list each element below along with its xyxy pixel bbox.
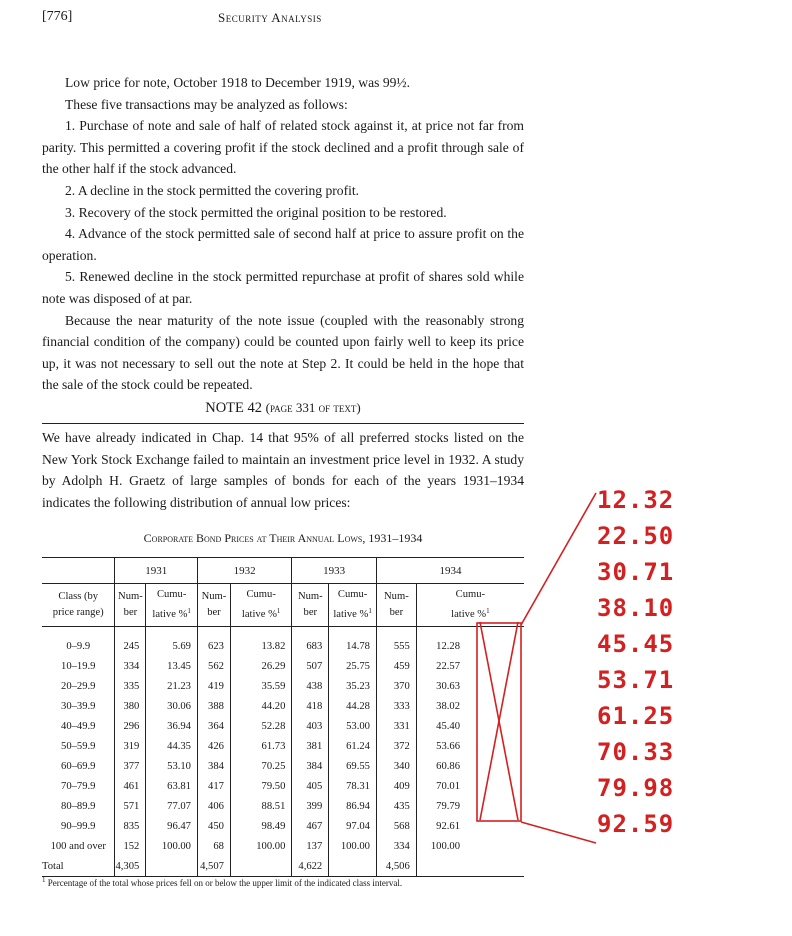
cumulative-cell: 44.28 <box>329 696 377 716</box>
number-cell: 450 <box>197 816 230 836</box>
cumulative-cell: 96.47 <box>146 816 198 836</box>
cumulative-cell: 100.00 <box>230 836 291 856</box>
number-cell: 406 <box>197 796 230 816</box>
number-cell: 399 <box>292 796 329 816</box>
number-header: Num- ber <box>197 584 230 627</box>
year-header: 1931 <box>115 558 198 584</box>
number-cell: 562 <box>197 656 230 676</box>
number-cell: 459 <box>376 656 416 676</box>
number-cell: 380 <box>115 696 146 716</box>
class-cell: 0–9.9 <box>66 640 91 652</box>
cumulative-cell: 70.01 <box>416 776 524 796</box>
number-cell: 334 <box>376 836 416 856</box>
number-cell: 372 <box>376 736 416 756</box>
cumulative-cell: 100.00 <box>329 836 377 856</box>
number-cell: 568 <box>376 816 416 836</box>
correction-value: 12.32 <box>597 486 675 514</box>
number-cell: 417 <box>197 776 230 796</box>
number-cell: 335 <box>115 676 146 696</box>
number-cell: 333 <box>376 696 416 716</box>
cumulative-cell: 100.00 <box>416 836 524 856</box>
number-cell: 461 <box>115 776 146 796</box>
paragraph: 1. Purchase of note and sale of half of related stock against it, at price not far from parity. This permitted a covering profit if the stock declined and a profit through sale of the other half if the stock advanced. <box>42 118 524 177</box>
cumulative-cell: 30.06 <box>146 696 198 716</box>
correction-value: 79.98 <box>597 774 675 802</box>
cumulative-cell: 61.24 <box>329 736 377 756</box>
footnote: $^1$ Percentage of the total whose prices fell on or below the upper limit of the indicated class interval. <box>42 876 403 888</box>
class-cell: 30–39.9 <box>61 700 96 712</box>
correction-value: 92.59 <box>597 810 675 838</box>
cumulative-cell: 38.02 <box>416 696 524 716</box>
cumulative-cell: 44.20 <box>230 696 291 716</box>
number-cell: 384 <box>197 756 230 776</box>
note-heading-paren: (page 331 of text) <box>265 400 361 415</box>
paragraph: 4. Advance of the stock permitted sale of second half at price to assure profit on the operation. <box>42 226 524 263</box>
cumulative-cell: 14.78 <box>329 636 377 656</box>
footnote-text: Percentage of the total whose prices fell on or below the upper limit of the indicated class interval. <box>47 878 403 888</box>
cumulative-cell: 30.63 <box>416 676 524 696</box>
bracket-line-bottom <box>521 822 596 843</box>
cumulative-cell: 21.23 <box>146 676 198 696</box>
cumulative-cell: 78.31 <box>329 776 377 796</box>
paragraph: Because the near maturity of the note issue (coupled with the reasonably strong financial condition of the company) could be counted upon fairly well to keep its price up, it was not necessary to sell out the note at Step 2. It could be held in the hope that the sale of the stock could be repeated. <box>42 312 524 393</box>
number-header: Num- ber <box>115 584 146 627</box>
cumulative-cell: 98.49 <box>230 816 291 836</box>
paragraph: 3. Recovery of the stock permitted the original position to be restored. <box>65 204 447 220</box>
cumulative-cell: 25.75 <box>329 656 377 676</box>
number-cell: 340 <box>376 756 416 776</box>
class-header: Class (by price range) <box>42 584 115 627</box>
cumulative-cell: 61.73 <box>230 736 291 756</box>
correction-value: 38.10 <box>597 594 675 622</box>
cumulative-cell: 44.35 <box>146 736 198 756</box>
number-cell: 555 <box>376 636 416 656</box>
number-cell: 331 <box>376 716 416 736</box>
number-cell: 623 <box>197 636 230 656</box>
class-cell: 90–99.9 <box>61 820 96 832</box>
total-label: Total <box>42 856 115 877</box>
running-title: Security Analysis <box>218 10 322 25</box>
number-cell: 384 <box>292 756 329 776</box>
total-cell: 4,507 <box>197 856 230 877</box>
cumulative-cell: 35.23 <box>329 676 377 696</box>
cumulative-cell: 13.45 <box>146 656 198 676</box>
cumulative-cell: 22.57 <box>416 656 524 676</box>
total-cell: 4,622 <box>292 856 329 877</box>
cumulative-cell: 45.40 <box>416 716 524 736</box>
number-cell: 409 <box>376 776 416 796</box>
cumulative-cell: 36.94 <box>146 716 198 736</box>
number-cell: 571 <box>115 796 146 816</box>
class-cell: 80–89.9 <box>61 800 96 812</box>
cumulative-cell: 79.50 <box>230 776 291 796</box>
number-header: Num- ber <box>376 584 416 627</box>
bracket-line-top <box>521 493 596 625</box>
correction-value: 22.50 <box>597 522 675 550</box>
correction-value: 45.45 <box>597 630 675 658</box>
paragraph: 5. Renewed decline in the stock permitted repurchase at profit of shares sold while note was disposed of at par. <box>42 269 524 306</box>
correction-value: 61.25 <box>597 702 675 730</box>
cumulative-cell: 53.00 <box>329 716 377 736</box>
cumulative-cell: 5.69 <box>146 636 198 656</box>
number-cell: 507 <box>292 656 329 676</box>
page-number: [776] <box>42 9 73 24</box>
total-cell: 4,305 <box>115 856 146 877</box>
cumulative-cell: 60.86 <box>416 756 524 776</box>
cumulative-header: Cumu- lative %$^1$ <box>416 584 524 627</box>
correction-value: 30.71 <box>597 558 675 586</box>
note-heading-main: NOTE 42 <box>205 400 263 416</box>
number-cell: 419 <box>197 676 230 696</box>
cumulative-cell: 70.25 <box>230 756 291 776</box>
class-cell: 40–49.9 <box>61 720 96 732</box>
cumulative-cell: 79.79 <box>416 796 524 816</box>
cumulative-cell: 53.66 <box>416 736 524 756</box>
number-cell: 377 <box>115 756 146 776</box>
year-header: 1934 <box>376 558 524 584</box>
year-header: 1933 <box>292 558 377 584</box>
cumulative-cell: 13.82 <box>230 636 291 656</box>
cumulative-header: Cumu- lative %$^1$ <box>146 584 198 627</box>
number-cell: 467 <box>292 816 329 836</box>
paragraph: Low price for note, October 1918 to December 1919, was 99½. <box>65 75 411 90</box>
number-cell: 245 <box>115 636 146 656</box>
number-cell: 381 <box>292 736 329 756</box>
number-cell: 418 <box>292 696 329 716</box>
class-cell: 10–19.9 <box>61 660 96 672</box>
paragraph: These five transactions may be analyzed as follows: <box>65 96 348 112</box>
class-cell: 70–79.9 <box>61 780 96 792</box>
table-title: Corporate Bond Prices at Their Annual Lows, 1931–1934 <box>143 531 423 545</box>
total-cell: 4,506 <box>376 856 416 877</box>
cumulative-cell: 100.00 <box>146 836 198 856</box>
cumulative-cell: 77.07 <box>146 796 198 816</box>
cumulative-header: Cumu- lative %$^1$ <box>230 584 291 627</box>
correction-value: 70.33 <box>597 738 675 766</box>
cumulative-cell: 26.29 <box>230 656 291 676</box>
number-cell: 426 <box>197 736 230 756</box>
number-cell: 137 <box>292 836 329 856</box>
number-header: Num- ber <box>292 584 329 627</box>
number-cell: 68 <box>197 836 230 856</box>
cumulative-cell: 63.81 <box>146 776 198 796</box>
number-cell: 152 <box>115 836 146 856</box>
number-cell: 683 <box>292 636 329 656</box>
number-cell: 370 <box>376 676 416 696</box>
cumulative-cell: 69.55 <box>329 756 377 776</box>
number-cell: 438 <box>292 676 329 696</box>
number-cell: 364 <box>197 716 230 736</box>
cumulative-cell: 12.28 <box>416 636 524 656</box>
number-cell: 388 <box>197 696 230 716</box>
note-text: We have already indicated in Chap. 14 that 95% of all preferred stocks listed on the New York Stock Exchange failed to maintain an investment price level in 1932. A study by Adolph H. Graetz of large samples of bonds for each of the years 1931–1934 indicates the following distribution of annual low prices: <box>42 430 524 510</box>
correction-marks <box>477 493 596 843</box>
correction-value: 53.71 <box>597 666 675 694</box>
cumulative-cell: 88.51 <box>230 796 291 816</box>
class-cell: 50–59.9 <box>61 740 96 752</box>
cumulative-cell: 86.94 <box>329 796 377 816</box>
class-cell: 60–69.9 <box>61 760 96 772</box>
number-cell: 334 <box>115 656 146 676</box>
class-cell: 100 and over <box>50 840 106 852</box>
cumulative-cell: 35.59 <box>230 676 291 696</box>
cumulative-cell: 53.10 <box>146 756 198 776</box>
number-cell: 319 <box>115 736 146 756</box>
class-cell: 20–29.9 <box>61 680 96 692</box>
paragraph: 2. A decline in the stock permitted the covering profit. <box>65 182 360 198</box>
cumulative-header: Cumu- lative %$^1$ <box>329 584 377 627</box>
cumulative-cell: 97.04 <box>329 816 377 836</box>
number-cell: 403 <box>292 716 329 736</box>
cumulative-cell: 92.61 <box>416 816 524 836</box>
number-cell: 435 <box>376 796 416 816</box>
number-cell: 405 <box>292 776 329 796</box>
number-cell: 296 <box>115 716 146 736</box>
cumulative-cell: 52.28 <box>230 716 291 736</box>
number-cell: 835 <box>115 816 146 836</box>
year-header: 1932 <box>197 558 291 584</box>
